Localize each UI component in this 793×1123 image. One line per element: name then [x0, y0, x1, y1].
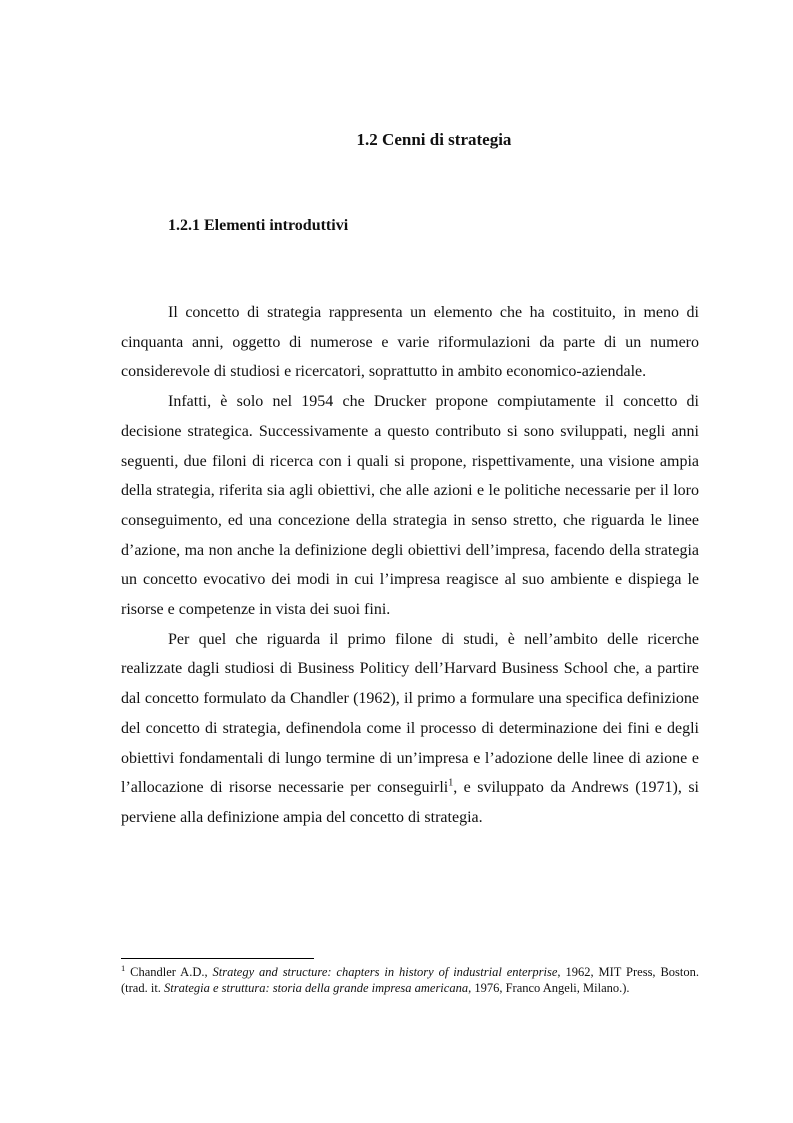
body-text: [121, 298, 699, 833]
paragraph-3-text-before: Per quel che riguarda il primo filone di studi, è nell’ambito delle ricerche realizzate dagli studiosi di Business Politicy dell’Harvard Business School che, a partire dal concetto formulato da Chandler (1962), il primo a formulare una specifica definizione del concetto di strategia, definendola come il processo di determinazione dei fini e degli obiettivi fondamentali di lungo termine di un’impresa e l’adozione delle linee di azione e l’allocazione di risorse necessarie per conseguirli: [121, 630, 699, 797]
footnote-separator: [121, 958, 314, 959]
paragraph-2: Infatti, è solo nel 1954 che Drucker propone compiutamente il concetto di decisione strategica. Successivamente a questo contributo si sono sviluppati, negli anni seguenti, due filoni di ricerca con i quali si propone, rispettivamente, una visione ampia della strategia, riferita sia agli obiettivi, che alle azioni e le politiche necessarie per il loro conseguimento, ed una concezione della strategia in senso stretto, che riguarda le linee d’azione, ma non anche la definizione degli obiettivi dell’impresa, facendo della strategia un concetto evocativo dei modi in cui l’impresa reagisce al suo ambiente e dispiega le risorse e competenze in vista dei suoi fini.: [121, 393, 699, 619]
footnote-1: [121, 964, 699, 996]
footnote-title-it: Strategia e struttura: storia della grande impresa americana: [164, 981, 469, 995]
chapter-title: 1.2 Cenni di strategia: [356, 130, 512, 149]
footnote-author: Chandler A.D.,: [125, 965, 213, 979]
footnote-reference[interactable]: 1: [448, 777, 454, 789]
section-title: 1.2.1 Elementi introduttivi: [168, 217, 349, 234]
footnote-mid: , 1962, MIT Press, Boston. (trad. it.: [121, 965, 700, 995]
footnote-title-en: Strategy and structure: chapters in history of industrial enterprise: [212, 965, 558, 979]
paragraph-3-text-after: , e sviluppato da Andrews (1971), si perviene alla definizione ampia del concetto di strategia.: [121, 779, 700, 826]
footnote-number: 1: [121, 962, 126, 973]
paragraph-3: [121, 625, 699, 833]
paragraph-1: Il concetto di strategia rappresenta un elemento che ha costituito, in meno di cinquanta anni, oggetto di numerose e varie riformulazioni da parte di un numero considerevole di studiosi e ricercatori, soprattutto in ambito economico-aziendale.: [121, 304, 699, 381]
footnote-end: , 1976, Franco Angeli, Milano.).: [468, 981, 630, 995]
